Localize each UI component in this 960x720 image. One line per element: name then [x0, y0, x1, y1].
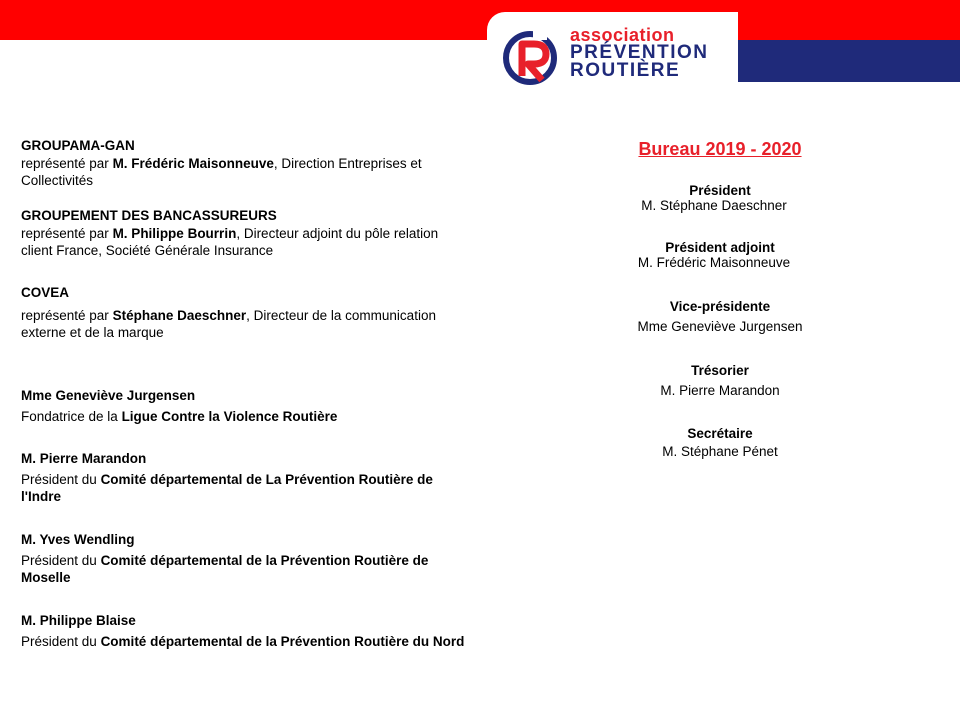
- entry-pre: Président du: [21, 471, 101, 487]
- entry-bold: Comité départemental de la Prévention Routière du Nord: [100, 633, 465, 649]
- member-entry: [21, 207, 471, 260]
- header-red-band: [0, 0, 960, 40]
- member-entry: [21, 137, 471, 190]
- entry-pre: représenté par: [21, 225, 113, 241]
- bureau-role: Trésorier: [691, 363, 749, 378]
- header-blue-band: [738, 40, 960, 82]
- entry-pre: représenté par: [21, 307, 113, 323]
- entry-title: M. Philippe Blaise: [21, 613, 136, 628]
- entry-pre: Fondatrice de la: [21, 408, 122, 424]
- entry-title: COVEA: [21, 285, 70, 300]
- bureau-member: [560, 363, 880, 398]
- bureau-member: [560, 426, 880, 459]
- entry-bold: Comité départemental de la Prévention Routière de Moselle: [21, 552, 429, 585]
- bureau-name: M. Frédéric Maisonneuve: [637, 255, 791, 270]
- member-entry: [21, 531, 471, 587]
- logo-association-text: association: [570, 25, 675, 45]
- prevention-routiere-logo-icon: [500, 28, 560, 88]
- bureau-name: M. Stéphane Daeschner: [641, 198, 787, 213]
- entry-bold: Ligue Contre la Violence Routière: [121, 408, 338, 424]
- bureau-role: Président: [689, 183, 751, 198]
- bureau-role: Vice-présidente: [669, 299, 771, 314]
- bureau-role: Président adjoint: [665, 240, 775, 255]
- bureau-name: Mme Geneviève Jurgensen: [637, 319, 803, 334]
- entry-bold: M. Philippe Bourrin: [112, 225, 237, 241]
- member-entry: [21, 284, 471, 342]
- bureau-member: [560, 183, 880, 213]
- entry-pre: Président du: [21, 633, 101, 649]
- bureau-member: [560, 240, 880, 270]
- bureau-name: M. Stéphane Pénet: [662, 444, 778, 459]
- bureau-role: Secrétaire: [687, 426, 753, 441]
- bureau-title: Bureau 2019 - 2020: [638, 139, 802, 159]
- entry-post: , Direction Entreprises et Collectivités: [21, 155, 422, 188]
- entry-post: , Directeur adjoint du pôle relation client France, Société Générale Insurance: [21, 225, 439, 258]
- entry-bold: Stéphane Daeschner: [112, 307, 247, 323]
- logo-routiere-text: ROUTIÈRE: [570, 60, 681, 81]
- logo-prevention-text: PRÉVENTION: [570, 42, 709, 63]
- member-entry: [21, 450, 471, 506]
- bureau-name: M. Pierre Marandon: [660, 383, 780, 398]
- entry-post: , Directeur de la communication externe et de la marque: [21, 307, 436, 340]
- entry-title: Mme Geneviève Jurgensen: [21, 388, 196, 403]
- entry-title: GROUPEMENT DES BANCASSUREURS: [21, 208, 277, 223]
- logo-wordmark: [570, 26, 709, 80]
- member-entry: [21, 387, 471, 425]
- entry-pre: Président du: [21, 552, 101, 568]
- entry-bold: Comité départemental de La Prévention Routière de l'Indre: [21, 471, 433, 504]
- bureau-member: [560, 299, 880, 334]
- entry-pre: représenté par: [21, 155, 113, 171]
- entry-title: GROUPAMA-GAN: [21, 138, 135, 153]
- entry-title: M. Pierre Marandon: [21, 451, 147, 466]
- entry-bold: M. Frédéric Maisonneuve: [112, 155, 274, 171]
- member-entry: [21, 612, 471, 650]
- entry-title: M. Yves Wendling: [21, 532, 135, 547]
